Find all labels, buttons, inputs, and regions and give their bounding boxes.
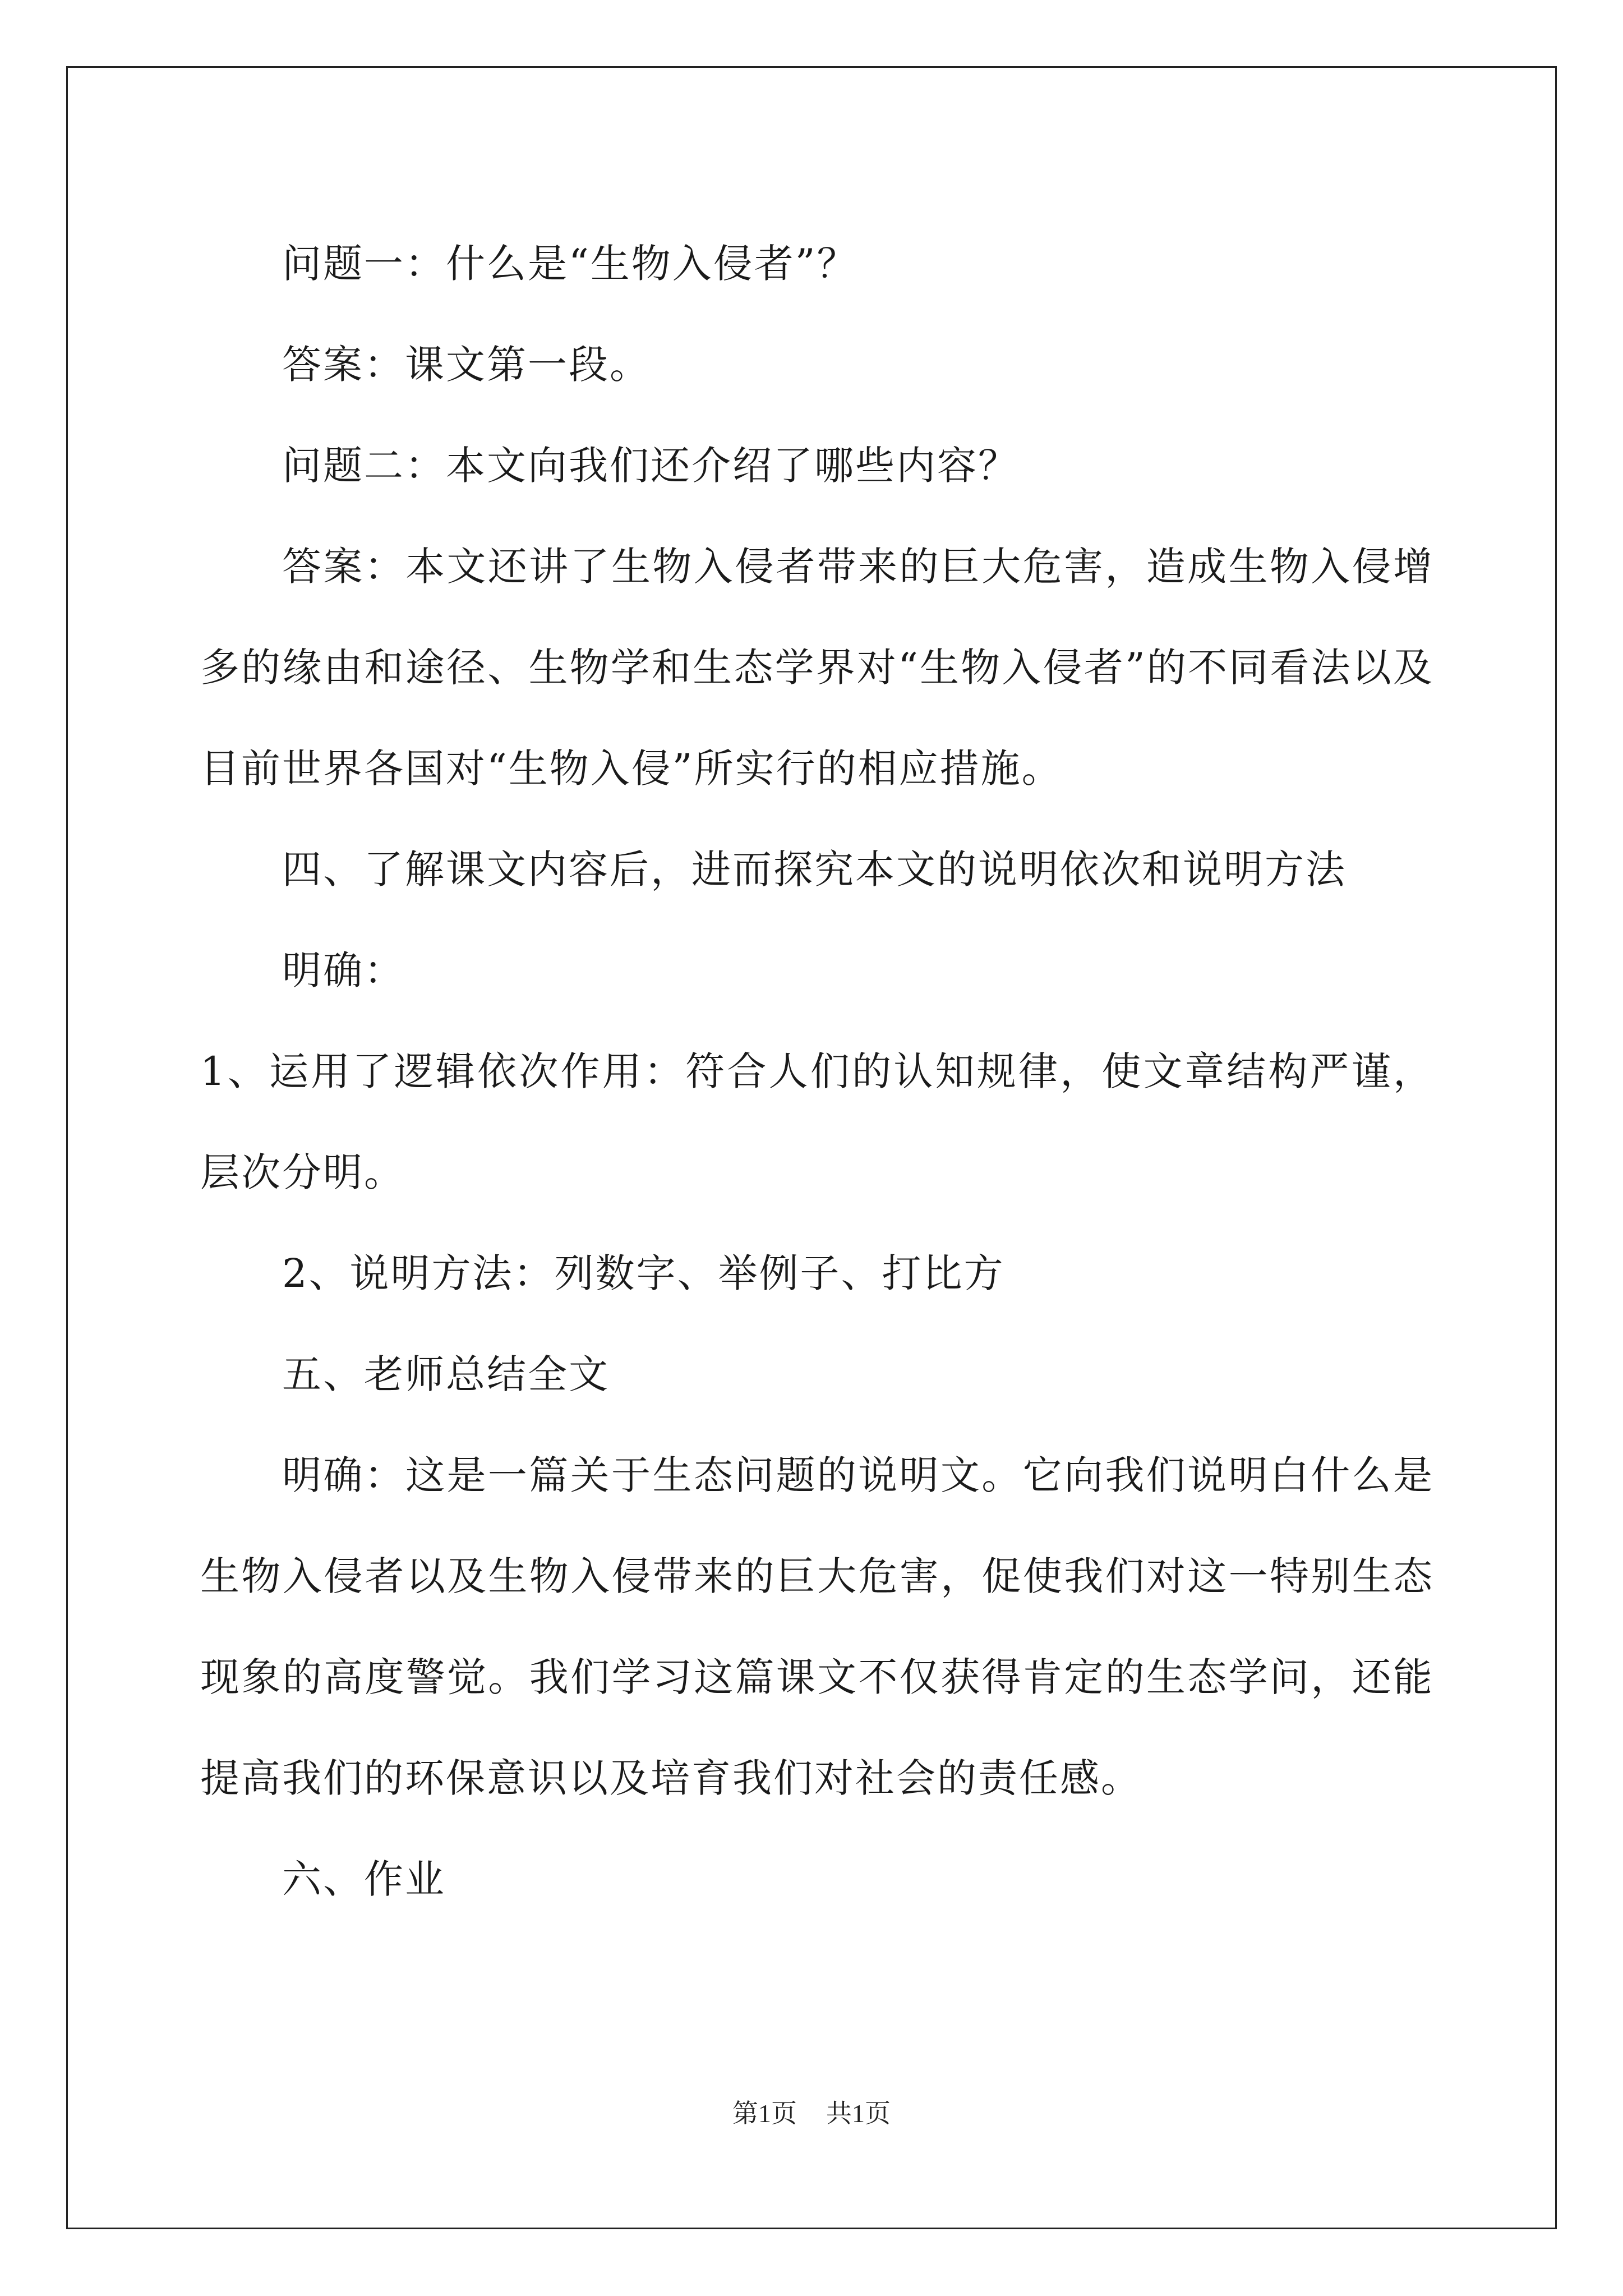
point-two: 2、说明方法：列数字、举例子、打比方	[282, 1250, 1005, 1296]
question-one: 问题一：什么是“生物入侵者”？	[282, 241, 858, 287]
document-body	[200, 213, 1434, 1930]
point-one: 1、运用了逻辑依次作用：符合人们的认知规律，使文章结构严谨，层次分明。	[200, 1048, 1434, 1195]
section-five-heading: 五、老师总结全文	[282, 1351, 610, 1397]
answer-two: 答案：本文还讲了生物入侵者带来的巨大危害，造成生物入侵增多的缘由和途径、生物学和生态学界对“生物入侵者”的不同看法以及目前世界各国对“生物入侵”所实行的相应措施。	[200, 544, 1434, 792]
section-four-heading: 四、了解课文内容后，进而探究本文的说明依次和说明方法	[282, 846, 1347, 892]
summary-paragraph: 明确：这是一篇关于生态问题的说明文。它向我们说明白什么是生物入侵者以及生物入侵带来的巨大危害，促使我们对这一特别生态现象的高度警觉。我们学习这篇课文不仅获得肯定的生态学问，还能提高我们的环保意识以及培育我们对社会的责任感。	[200, 1452, 1434, 1801]
section-six-heading: 六、作业	[282, 1856, 446, 1902]
answer-one: 答案：课文第一段。	[282, 342, 651, 388]
page-total: 共1页	[826, 2099, 891, 2128]
page-number: 第1页	[732, 2099, 797, 2128]
page-footer	[0, 2097, 1623, 2131]
question-two: 问题二：本文向我们还介绍了哪些内容？	[282, 443, 1019, 489]
clarify-label: 明确：	[282, 947, 405, 993]
